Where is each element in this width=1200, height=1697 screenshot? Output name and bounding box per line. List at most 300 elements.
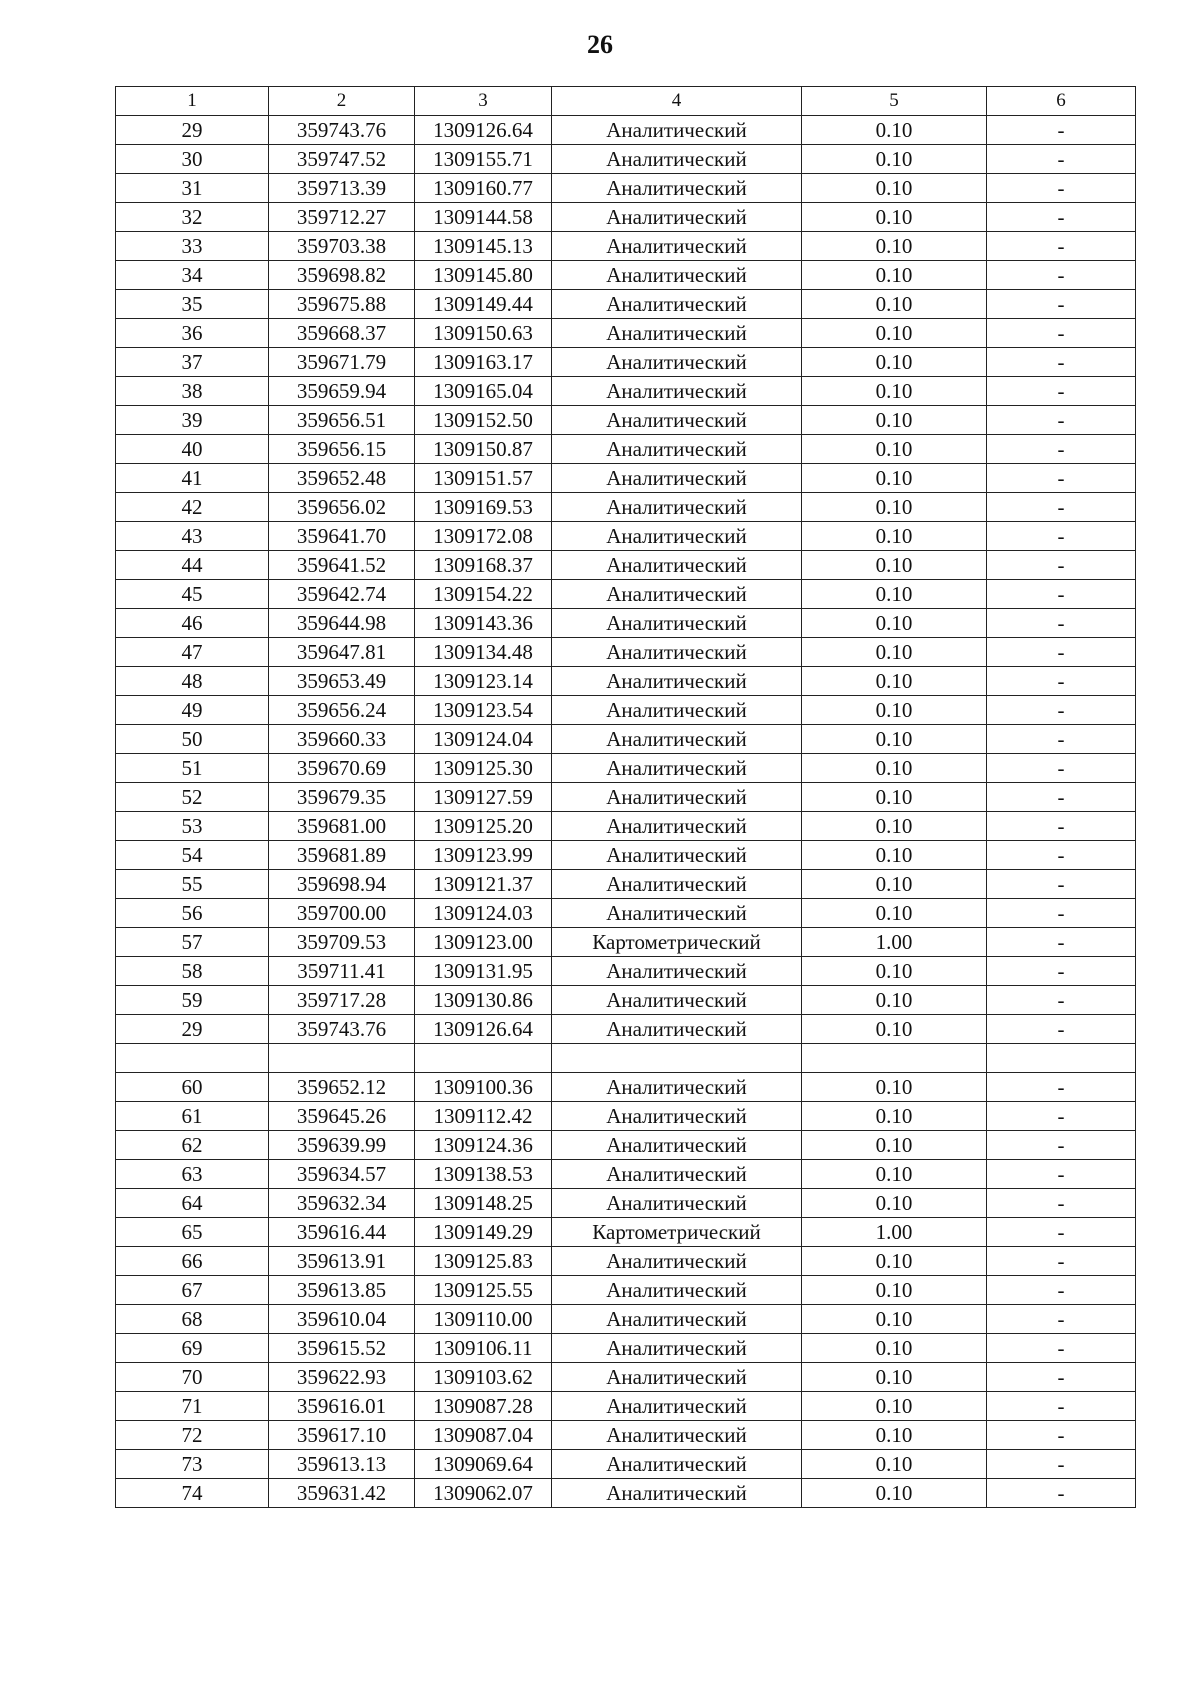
accuracy-cell: 0.10: [802, 1102, 987, 1131]
method-cell: Аналитический: [552, 493, 802, 522]
x-coordinate-cell: 359675.88: [269, 290, 415, 319]
point-number-cell: 34: [116, 261, 269, 290]
x-coordinate-cell: 359639.99: [269, 1131, 415, 1160]
note-cell: -: [987, 1363, 1136, 1392]
y-coordinate-cell: 1309087.28: [415, 1392, 552, 1421]
accuracy-cell: 0.10: [802, 290, 987, 319]
y-coordinate-cell: 1309112.42: [415, 1102, 552, 1131]
accuracy-cell: 0.10: [802, 1160, 987, 1189]
method-cell: Аналитический: [552, 1421, 802, 1450]
note-cell: -: [987, 174, 1136, 203]
x-coordinate-cell: 359681.00: [269, 812, 415, 841]
table-row: [116, 1218, 1136, 1247]
accuracy-cell: 0.10: [802, 1450, 987, 1479]
note-cell: -: [987, 551, 1136, 580]
note-cell: -: [987, 406, 1136, 435]
accuracy-cell: 0.10: [802, 319, 987, 348]
method-cell: Аналитический: [552, 435, 802, 464]
point-number-cell: 32: [116, 203, 269, 232]
table-row: [116, 1276, 1136, 1305]
point-number-cell: 62: [116, 1131, 269, 1160]
x-coordinate-cell: 359645.26: [269, 1102, 415, 1131]
x-coordinate-cell: 359659.94: [269, 377, 415, 406]
x-coordinate-cell: 359656.02: [269, 493, 415, 522]
method-cell: Аналитический: [552, 667, 802, 696]
x-coordinate-cell: 359647.81: [269, 638, 415, 667]
point-number-cell: 73: [116, 1450, 269, 1479]
y-coordinate-cell: 1309150.87: [415, 435, 552, 464]
x-coordinate-cell: 359698.82: [269, 261, 415, 290]
note-cell: -: [987, 1189, 1136, 1218]
method-cell: Аналитический: [552, 464, 802, 493]
point-number-cell: 36: [116, 319, 269, 348]
accuracy-cell: 0.10: [802, 667, 987, 696]
y-coordinate-cell: 1309172.08: [415, 522, 552, 551]
note-cell: -: [987, 116, 1136, 145]
accuracy-cell: 0.10: [802, 116, 987, 145]
table-row: [116, 841, 1136, 870]
point-number-cell: 31: [116, 174, 269, 203]
point-number-cell: 43: [116, 522, 269, 551]
point-number-cell: [116, 1044, 269, 1073]
y-coordinate-cell: 1309148.25: [415, 1189, 552, 1218]
accuracy-cell: 0.10: [802, 812, 987, 841]
table-row: [116, 116, 1136, 145]
accuracy-cell: 0.10: [802, 1189, 987, 1218]
method-cell: Аналитический: [552, 1073, 802, 1102]
accuracy-cell: 0.10: [802, 1392, 987, 1421]
note-cell: -: [987, 1334, 1136, 1363]
point-number-cell: 48: [116, 667, 269, 696]
table-row: [116, 812, 1136, 841]
accuracy-cell: 0.10: [802, 696, 987, 725]
note-cell: -: [987, 580, 1136, 609]
y-coordinate-cell: 1309130.86: [415, 986, 552, 1015]
y-coordinate-cell: 1309168.37: [415, 551, 552, 580]
accuracy-cell: 0.10: [802, 1421, 987, 1450]
x-coordinate-cell: 359613.85: [269, 1276, 415, 1305]
note-cell: -: [987, 1276, 1136, 1305]
coordinates-table: [115, 86, 1136, 1508]
table-row: [116, 232, 1136, 261]
method-cell: Аналитический: [552, 1189, 802, 1218]
accuracy-cell: 0.10: [802, 783, 987, 812]
point-number-cell: 40: [116, 435, 269, 464]
point-number-cell: 41: [116, 464, 269, 493]
table-row: [116, 1421, 1136, 1450]
table-row: [116, 1160, 1136, 1189]
x-coordinate-cell: [269, 1044, 415, 1073]
note-cell: -: [987, 1015, 1136, 1044]
point-number-cell: 52: [116, 783, 269, 812]
x-coordinate-cell: 359671.79: [269, 348, 415, 377]
table-row: [116, 551, 1136, 580]
x-coordinate-cell: 359679.35: [269, 783, 415, 812]
accuracy-cell: 0.10: [802, 754, 987, 783]
note-cell: -: [987, 667, 1136, 696]
point-number-cell: 65: [116, 1218, 269, 1247]
x-coordinate-cell: 359656.51: [269, 406, 415, 435]
table-row: [116, 1479, 1136, 1508]
table-body: [116, 87, 1136, 1508]
x-coordinate-cell: 359656.24: [269, 696, 415, 725]
method-cell: Аналитический: [552, 145, 802, 174]
x-coordinate-cell: 359641.52: [269, 551, 415, 580]
accuracy-cell: 0.10: [802, 725, 987, 754]
y-coordinate-cell: 1309165.04: [415, 377, 552, 406]
y-coordinate-cell: 1309149.29: [415, 1218, 552, 1247]
note-cell: -: [987, 754, 1136, 783]
y-coordinate-cell: 1309163.17: [415, 348, 552, 377]
y-coordinate-cell: 1309123.99: [415, 841, 552, 870]
y-coordinate-cell: 1309169.53: [415, 493, 552, 522]
y-coordinate-cell: 1309121.37: [415, 870, 552, 899]
x-coordinate-cell: 359653.49: [269, 667, 415, 696]
x-coordinate-cell: 359700.00: [269, 899, 415, 928]
y-coordinate-cell: 1309100.36: [415, 1073, 552, 1102]
y-coordinate-cell: 1309145.80: [415, 261, 552, 290]
note-cell: -: [987, 1131, 1136, 1160]
accuracy-cell: 0.10: [802, 1305, 987, 1334]
method-cell: Аналитический: [552, 261, 802, 290]
table-row: [116, 377, 1136, 406]
point-number-cell: 38: [116, 377, 269, 406]
accuracy-cell: 0.10: [802, 580, 987, 609]
accuracy-cell: 1.00: [802, 928, 987, 957]
accuracy-cell: 0.10: [802, 1073, 987, 1102]
accuracy-cell: 0.10: [802, 261, 987, 290]
method-cell: Аналитический: [552, 116, 802, 145]
y-coordinate-cell: 1309154.22: [415, 580, 552, 609]
accuracy-cell: 0.10: [802, 609, 987, 638]
point-number-cell: 37: [116, 348, 269, 377]
y-coordinate-cell: 1309106.11: [415, 1334, 552, 1363]
accuracy-cell: 0.10: [802, 957, 987, 986]
method-cell: [552, 1044, 802, 1073]
note-cell: -: [987, 1073, 1136, 1102]
method-cell: Аналитический: [552, 812, 802, 841]
point-number-cell: 33: [116, 232, 269, 261]
x-coordinate-cell: 359641.70: [269, 522, 415, 551]
x-coordinate-cell: 359711.41: [269, 957, 415, 986]
y-coordinate-cell: 1309103.62: [415, 1363, 552, 1392]
y-coordinate-cell: 1309126.64: [415, 116, 552, 145]
table-row: [116, 986, 1136, 1015]
point-number-cell: 70: [116, 1363, 269, 1392]
point-number-cell: 50: [116, 725, 269, 754]
point-number-cell: 42: [116, 493, 269, 522]
method-cell: Аналитический: [552, 1363, 802, 1392]
y-coordinate-cell: 1309123.00: [415, 928, 552, 957]
y-coordinate-cell: 1309134.48: [415, 638, 552, 667]
note-cell: -: [987, 1305, 1136, 1334]
x-coordinate-cell: 359613.13: [269, 1450, 415, 1479]
method-cell: Аналитический: [552, 870, 802, 899]
point-number-cell: 51: [116, 754, 269, 783]
note-cell: -: [987, 870, 1136, 899]
table-row: [116, 696, 1136, 725]
point-number-cell: 53: [116, 812, 269, 841]
x-coordinate-cell: 359660.33: [269, 725, 415, 754]
x-coordinate-cell: 359644.98: [269, 609, 415, 638]
note-cell: -: [987, 899, 1136, 928]
table-row: [116, 493, 1136, 522]
table-row: [116, 609, 1136, 638]
method-cell: Аналитический: [552, 1015, 802, 1044]
table-row: [116, 1044, 1136, 1073]
point-number-cell: 58: [116, 957, 269, 986]
method-cell: Аналитический: [552, 1305, 802, 1334]
accuracy-cell: 0.10: [802, 348, 987, 377]
table-row: [116, 1450, 1136, 1479]
y-coordinate-cell: 1309152.50: [415, 406, 552, 435]
accuracy-cell: 0.10: [802, 377, 987, 406]
note-cell: -: [987, 348, 1136, 377]
accuracy-cell: 0.10: [802, 1247, 987, 1276]
accuracy-cell: 0.10: [802, 464, 987, 493]
method-cell: Аналитический: [552, 1334, 802, 1363]
accuracy-cell: 0.10: [802, 1334, 987, 1363]
method-cell: Аналитический: [552, 957, 802, 986]
note-cell: -: [987, 493, 1136, 522]
header-cell-3: 3: [415, 87, 552, 116]
note-cell: -: [987, 928, 1136, 957]
y-coordinate-cell: 1309138.53: [415, 1160, 552, 1189]
note-cell: -: [987, 1218, 1136, 1247]
table-row: [116, 1015, 1136, 1044]
note-cell: -: [987, 986, 1136, 1015]
y-coordinate-cell: 1309126.64: [415, 1015, 552, 1044]
table-row: [116, 870, 1136, 899]
accuracy-cell: 0.10: [802, 174, 987, 203]
note-cell: -: [987, 319, 1136, 348]
method-cell: Аналитический: [552, 1392, 802, 1421]
x-coordinate-cell: 359717.28: [269, 986, 415, 1015]
accuracy-cell: 0.10: [802, 1276, 987, 1305]
y-coordinate-cell: 1309124.04: [415, 725, 552, 754]
point-number-cell: 68: [116, 1305, 269, 1334]
accuracy-cell: 0.10: [802, 232, 987, 261]
method-cell: Аналитический: [552, 522, 802, 551]
y-coordinate-cell: 1309125.20: [415, 812, 552, 841]
note-cell: -: [987, 1247, 1136, 1276]
method-cell: Аналитический: [552, 696, 802, 725]
note-cell: -: [987, 638, 1136, 667]
accuracy-cell: 0.10: [802, 145, 987, 174]
point-number-cell: 72: [116, 1421, 269, 1450]
note-cell: -: [987, 232, 1136, 261]
note-cell: -: [987, 1450, 1136, 1479]
accuracy-cell: 0.10: [802, 435, 987, 464]
accuracy-cell: 0.10: [802, 1363, 987, 1392]
y-coordinate-cell: 1309150.63: [415, 319, 552, 348]
method-cell: Аналитический: [552, 725, 802, 754]
table-row: [116, 1392, 1136, 1421]
y-coordinate-cell: 1309144.58: [415, 203, 552, 232]
y-coordinate-cell: 1309125.55: [415, 1276, 552, 1305]
x-coordinate-cell: 359615.52: [269, 1334, 415, 1363]
x-coordinate-cell: 359617.10: [269, 1421, 415, 1450]
method-cell: Аналитический: [552, 174, 802, 203]
method-cell: Аналитический: [552, 1160, 802, 1189]
table-row: [116, 1247, 1136, 1276]
accuracy-cell: 0.10: [802, 406, 987, 435]
header-cell-2: 2: [269, 87, 415, 116]
table-row: [116, 319, 1136, 348]
note-cell: -: [987, 1102, 1136, 1131]
note-cell: -: [987, 609, 1136, 638]
note-cell: -: [987, 1392, 1136, 1421]
method-cell: Аналитический: [552, 1479, 802, 1508]
accuracy-cell: 0.10: [802, 493, 987, 522]
y-coordinate-cell: 1309062.07: [415, 1479, 552, 1508]
point-number-cell: 47: [116, 638, 269, 667]
x-coordinate-cell: 359713.39: [269, 174, 415, 203]
method-cell: Картометрический: [552, 1218, 802, 1247]
note-cell: -: [987, 1479, 1136, 1508]
point-number-cell: 69: [116, 1334, 269, 1363]
point-number-cell: 57: [116, 928, 269, 957]
point-number-cell: 29: [116, 1015, 269, 1044]
x-coordinate-cell: 359616.01: [269, 1392, 415, 1421]
y-coordinate-cell: 1309123.14: [415, 667, 552, 696]
y-coordinate-cell: 1309110.00: [415, 1305, 552, 1334]
x-coordinate-cell: 359668.37: [269, 319, 415, 348]
point-number-cell: 55: [116, 870, 269, 899]
table-row: [116, 928, 1136, 957]
method-cell: Аналитический: [552, 203, 802, 232]
note-cell: -: [987, 696, 1136, 725]
y-coordinate-cell: 1309087.04: [415, 1421, 552, 1450]
table-row: [116, 899, 1136, 928]
method-cell: Аналитический: [552, 986, 802, 1015]
accuracy-cell: 0.10: [802, 986, 987, 1015]
point-number-cell: 60: [116, 1073, 269, 1102]
table-row: [116, 638, 1136, 667]
y-coordinate-cell: 1309125.30: [415, 754, 552, 783]
y-coordinate-cell: 1309127.59: [415, 783, 552, 812]
method-cell: Аналитический: [552, 319, 802, 348]
y-coordinate-cell: 1309069.64: [415, 1450, 552, 1479]
accuracy-cell: 0.10: [802, 638, 987, 667]
point-number-cell: 67: [116, 1276, 269, 1305]
x-coordinate-cell: 359652.48: [269, 464, 415, 493]
note-cell: -: [987, 435, 1136, 464]
method-cell: Аналитический: [552, 1131, 802, 1160]
table-row: [116, 522, 1136, 551]
note-cell: -: [987, 261, 1136, 290]
method-cell: Аналитический: [552, 638, 802, 667]
method-cell: Аналитический: [552, 899, 802, 928]
accuracy-cell: 1.00: [802, 1218, 987, 1247]
point-number-cell: 63: [116, 1160, 269, 1189]
note-cell: -: [987, 1421, 1136, 1450]
method-cell: Аналитический: [552, 406, 802, 435]
header-cell-5: 5: [802, 87, 987, 116]
point-number-cell: 44: [116, 551, 269, 580]
table-row: [116, 1131, 1136, 1160]
method-cell: Аналитический: [552, 1450, 802, 1479]
point-number-cell: 54: [116, 841, 269, 870]
note-cell: -: [987, 145, 1136, 174]
accuracy-cell: 0.10: [802, 1479, 987, 1508]
page-number: 26: [587, 30, 613, 59]
method-cell: Аналитический: [552, 377, 802, 406]
x-coordinate-cell: 359632.34: [269, 1189, 415, 1218]
table-row: [116, 203, 1136, 232]
x-coordinate-cell: 359743.76: [269, 116, 415, 145]
x-coordinate-cell: 359743.76: [269, 1015, 415, 1044]
accuracy-cell: 0.10: [802, 551, 987, 580]
table-row: [116, 1334, 1136, 1363]
x-coordinate-cell: 359656.15: [269, 435, 415, 464]
accuracy-cell: 0.10: [802, 841, 987, 870]
table-row: [116, 1363, 1136, 1392]
method-cell: Картометрический: [552, 928, 802, 957]
point-number-cell: 46: [116, 609, 269, 638]
header-cell-6: 6: [987, 87, 1136, 116]
method-cell: Аналитический: [552, 1247, 802, 1276]
note-cell: -: [987, 783, 1136, 812]
x-coordinate-cell: 359681.89: [269, 841, 415, 870]
table-row: [116, 1102, 1136, 1131]
point-number-cell: 29: [116, 116, 269, 145]
x-coordinate-cell: 359610.04: [269, 1305, 415, 1334]
x-coordinate-cell: 359616.44: [269, 1218, 415, 1247]
note-cell: -: [987, 522, 1136, 551]
table-row: [116, 957, 1136, 986]
accuracy-cell: 0.10: [802, 899, 987, 928]
header-cell-1: 1: [116, 87, 269, 116]
method-cell: Аналитический: [552, 348, 802, 377]
y-coordinate-cell: 1309151.57: [415, 464, 552, 493]
method-cell: Аналитический: [552, 754, 802, 783]
method-cell: Аналитический: [552, 580, 802, 609]
point-number-cell: 64: [116, 1189, 269, 1218]
table-row: [116, 1305, 1136, 1334]
y-coordinate-cell: 1309149.44: [415, 290, 552, 319]
accuracy-cell: 0.10: [802, 522, 987, 551]
note-cell: [987, 1044, 1136, 1073]
x-coordinate-cell: 359670.69: [269, 754, 415, 783]
point-number-cell: 49: [116, 696, 269, 725]
point-number-cell: 56: [116, 899, 269, 928]
y-coordinate-cell: 1309124.03: [415, 899, 552, 928]
x-coordinate-cell: 359652.12: [269, 1073, 415, 1102]
accuracy-cell: 0.10: [802, 1015, 987, 1044]
point-number-cell: 35: [116, 290, 269, 319]
accuracy-cell: 0.10: [802, 203, 987, 232]
method-cell: Аналитический: [552, 609, 802, 638]
table-row: [116, 174, 1136, 203]
table-row: [116, 1073, 1136, 1102]
table-row: [116, 1189, 1136, 1218]
y-coordinate-cell: 1309131.95: [415, 957, 552, 986]
method-cell: Аналитический: [552, 1102, 802, 1131]
point-number-cell: 45: [116, 580, 269, 609]
method-cell: Аналитический: [552, 783, 802, 812]
table-row: [116, 580, 1136, 609]
y-coordinate-cell: 1309124.36: [415, 1131, 552, 1160]
table-row: [116, 754, 1136, 783]
method-cell: Аналитический: [552, 1276, 802, 1305]
x-coordinate-cell: 359698.94: [269, 870, 415, 899]
point-number-cell: 66: [116, 1247, 269, 1276]
y-coordinate-cell: [415, 1044, 552, 1073]
y-coordinate-cell: 1309145.13: [415, 232, 552, 261]
method-cell: Аналитический: [552, 232, 802, 261]
method-cell: Аналитический: [552, 290, 802, 319]
